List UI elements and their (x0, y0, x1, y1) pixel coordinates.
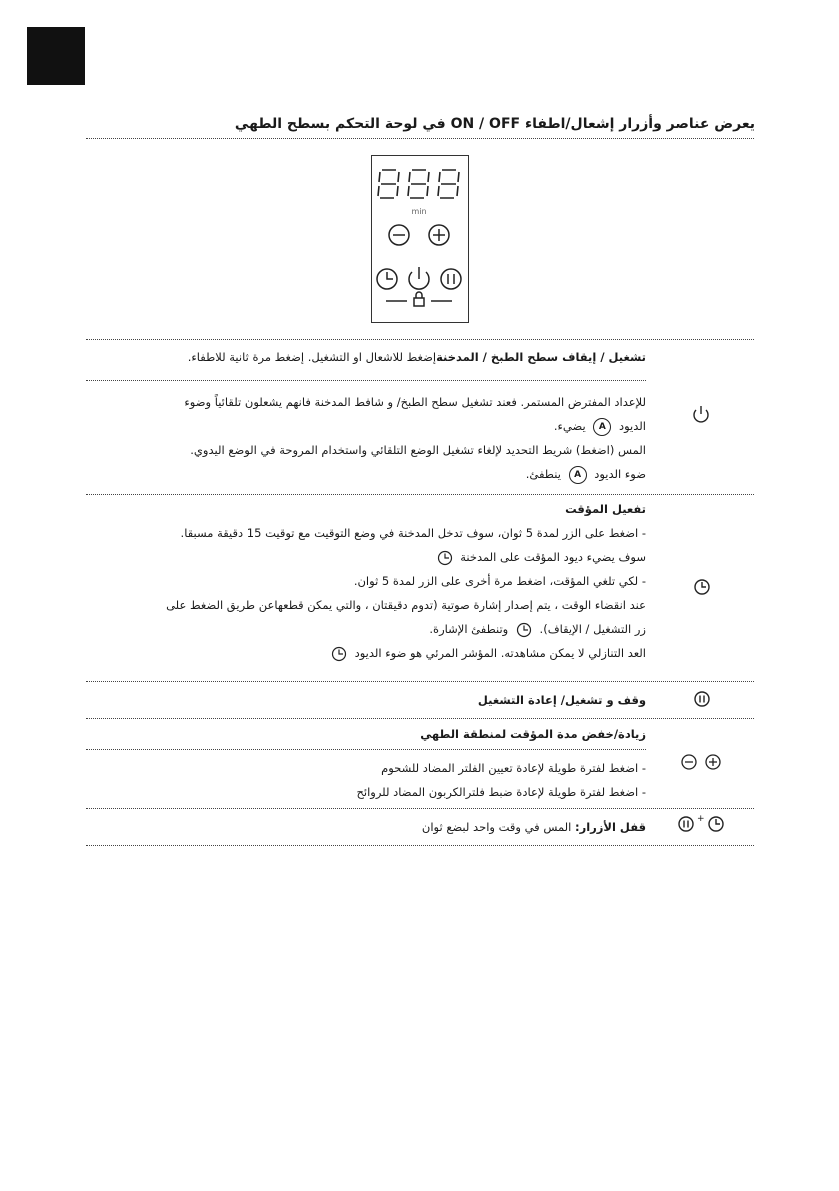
timer-row-title: تفعيل المؤقت (565, 502, 646, 516)
digit-3 (438, 170, 459, 198)
timer-row (86, 497, 646, 665)
auto-line-2-a: الديود (619, 419, 646, 433)
lock-row (86, 815, 646, 839)
control-panel-drawing (372, 156, 467, 321)
divider (86, 380, 646, 381)
auto-line-2 (86, 414, 646, 438)
plusminus-line-2: - اضغط لفترة طويلة لإعادة ضبط فلترالكربون المضاد للروائح (356, 785, 646, 799)
power-row-desc: إضغط للاشعال او التشغيل. إضغط مرة ثانية للاطفاء. (187, 350, 437, 364)
auto-line-4-b: ينطفئ. (525, 467, 561, 481)
pause-row (86, 688, 646, 712)
timer-icon (707, 815, 725, 833)
lock-bar-icon (386, 292, 452, 306)
plus-sign: + (697, 814, 705, 824)
lock-combo-icons (677, 815, 725, 833)
divider (86, 808, 754, 809)
divider (86, 749, 646, 750)
pause-row-title: وقف و تشغيل/ إعادة التشغيل (477, 693, 646, 707)
timer-line-2 (86, 545, 646, 569)
digit-1 (378, 170, 399, 198)
control-panel-illustration (371, 155, 469, 323)
lock-row-desc: المس في وقت واحد لبضع ثوان (421, 820, 572, 834)
timer-line-6-text: العد التنازلي لا يمكن مشاهدته. المؤشر المرئي هو ضوء الديود (354, 646, 646, 660)
timer-line-5-b: وتنطفئ الإشارة. (429, 622, 509, 636)
timer-line-1: - اضغط على الزر لمدة 5 ثوان، سوف تدخل المدخنة في وضع التوقيت مع توقيت 15 دقيقة مسبقا. (180, 526, 646, 540)
lock-row-title: قفل الأزرار: (575, 820, 646, 834)
timer-line-5-a: زر التشغيل / الإيقاف). (539, 622, 646, 636)
auto-line-3: المس (اضغط) شريط التحديد لإلغاء تشغيل الوضع التلقائي واستخدام المروحة في الوضع اليدوي. (190, 443, 646, 457)
divider (86, 845, 754, 846)
power-icon (409, 267, 429, 289)
timer-line-4: عند انقضاء الوقت ، يتم إصدار إشارة صوتية (تدوم دقيقتان ، والتي يمكن قطعهاعن طريق الضغط على (166, 598, 646, 612)
divider (86, 718, 754, 719)
plus-icon (706, 755, 720, 769)
power-row (86, 345, 646, 369)
timer-line-5 (86, 617, 646, 641)
timer-line-3: - لكي تلغي المؤقت، اضغط مرة أخرى على الزر لمدة 5 ثوان. (353, 574, 646, 588)
divider (86, 494, 754, 495)
auto-led-badge: A (569, 466, 587, 484)
timer-icon (516, 622, 532, 638)
auto-line-2-b: يضيء. (553, 419, 586, 433)
pause-icon (693, 690, 711, 712)
pause-icon (677, 815, 695, 833)
plus-icon (429, 225, 449, 245)
plus-minus-icons (681, 753, 723, 775)
power-row-title: تشغيل / إيقاف سطح الطبخ / المدخنة (436, 350, 646, 364)
timer-icon (377, 269, 397, 289)
divider (86, 138, 754, 139)
timer-icon (437, 550, 453, 566)
timer-line-6 (86, 641, 646, 665)
auto-line-1: للإعداد المفترض المستمر. فعند تشغيل سطح الطبخ/ و شافط المدخنة فانهم يشعلون تلقائياً وضوء (184, 395, 646, 409)
plusminus-line-1: - اضغط لفترة طويلة لإعادة تعيين الفلتر المضاد للشحوم (381, 761, 646, 775)
timer-icon (331, 646, 347, 662)
divider (86, 339, 754, 340)
minus-icon (682, 755, 696, 769)
plusminus-row (86, 722, 646, 746)
plusminus-row-title: زيادة/خفض مدة المؤقت لمنطقة الطهي (420, 727, 646, 741)
display-digits (378, 170, 459, 198)
plusminus-lines (86, 756, 646, 804)
timer-line-2-text: سوف يضيء ديود المؤقت على المدخنة (460, 550, 646, 564)
pause-icon (441, 269, 461, 289)
power-icon (692, 404, 710, 428)
auto-row (86, 390, 646, 486)
auto-line-4 (86, 462, 646, 486)
unit-label: min (411, 207, 427, 216)
digit-2 (408, 170, 429, 198)
timer-icon (693, 578, 711, 600)
minus-icon (389, 225, 409, 245)
page-marker-block (27, 27, 85, 85)
divider (86, 681, 754, 682)
auto-line-4-a: ضوء الديود (594, 467, 646, 481)
auto-led-badge: A (593, 418, 611, 436)
page-title: يعرض عناصر وأزرار إشعال/اطفاء ON / OFF في لوحة التحكم بسطح الطهي (234, 116, 755, 132)
